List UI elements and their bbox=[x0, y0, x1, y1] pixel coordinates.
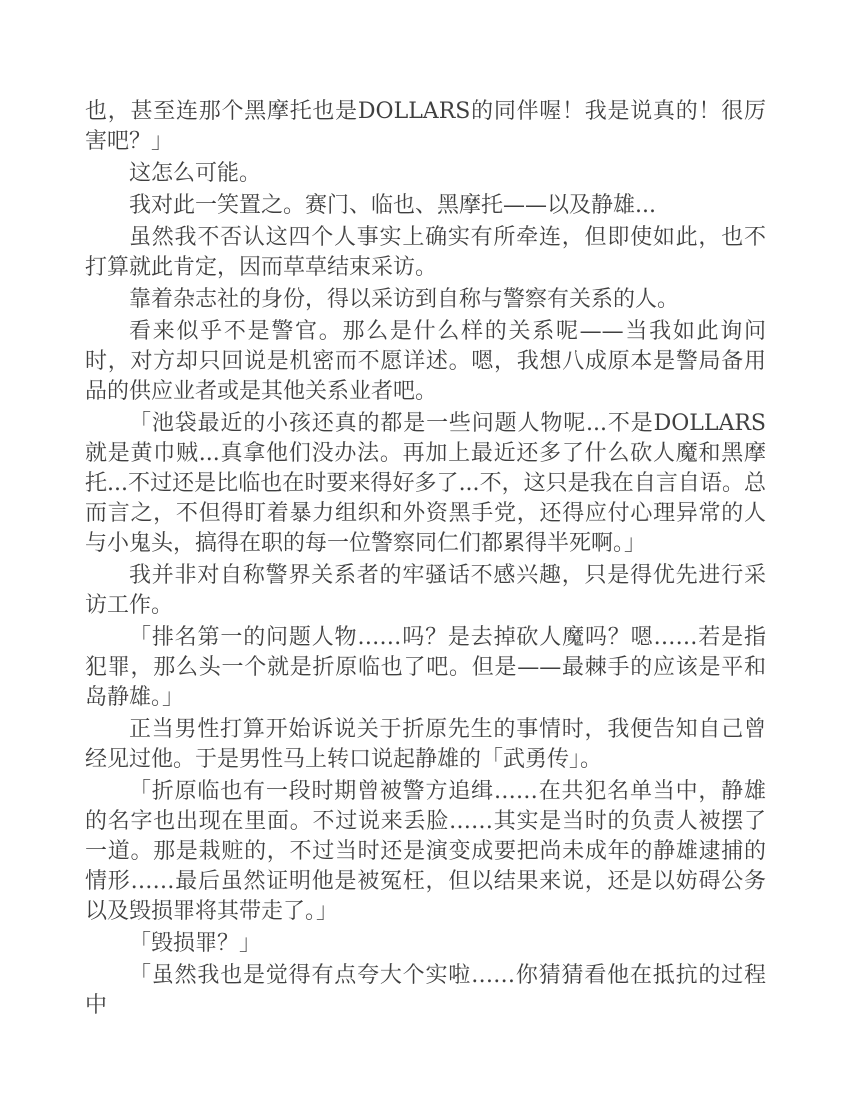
text-block bbox=[85, 97, 766, 1021]
paragraph: 靠着杂志社的身份，得以采访到自称与警察有关系的人。 bbox=[129, 287, 680, 312]
paragraph: 我并非对自称警界关系者的牢骚话不感兴趣，只是得优先进行采访工作。 bbox=[85, 563, 766, 618]
paragraph: 也，甚至连那个黑摩托也是DOLLARS的同伴喔！我是说真的！很厉害吧？」 bbox=[85, 99, 766, 154]
paragraph: 看来似乎不是警官。那么是什么样的关系呢——当我如此询问时，对方却只回说是机密而不愿详述。嗯，我想八成原本是警局备用品的供应业者或是其他关系业者吧。 bbox=[85, 319, 766, 404]
paragraph: 我对此一笑置之。赛门、临也、黑摩托——以及静雄... bbox=[129, 193, 656, 218]
paragraph: 「排名第一的问题人物……吗？是去掉砍人魔吗？嗯……若是指犯罪，那么头一个就是折原临也了吧。但是——最棘手的应该是平和岛静雄。」 bbox=[85, 625, 766, 710]
paragraph: 「毁损罪？」 bbox=[129, 931, 262, 956]
paragraph: 虽然我不否认这四个人事实上确实有所牵连，但即使如此，也不打算就此肯定，因而草草结束采访。 bbox=[85, 225, 766, 280]
paragraph: 「折原临也有一段时期曾被警方追缉……在共犯名单当中，静雄的名字也出现在里面。不过说来丢脸……其实是当时的负责人被摆了一道。那是栽赃的，不过当时还是演变成要把尚未成年的静雄逮捕的情形……最后虽然证明他是被冤枉，但以结果来说，还是以妨碍公务以及毁损罪将其带走了。」 bbox=[85, 779, 766, 924]
paragraph: 「池袋最近的小孩还真的都是一些问题人物呢...不是DOLLARS就是黄巾贼...真拿他们没办法。再加上最近还多了什么砍人魔和黑摩托...不过还是比临也在时要来得好多了...不，这只是我在自言自语。总而言之，不但得盯着暴力组织和外资黑手党，还得应付心理异常的人与小鬼头，搞得在职的每一位警察同仁们都累得半死啊。」 bbox=[85, 411, 766, 556]
paragraph: 「虽然我也是觉得有点夸大个实啦……你猜猜看他在抵抗的过程中 bbox=[85, 963, 766, 1018]
paragraph: 正当男性打算开始诉说关于折原先生的事情时，我便告知自己曾经见过他。于是男性马上转口说起静雄的「武勇传」。 bbox=[85, 717, 766, 772]
paragraph: 这怎么可能。 bbox=[129, 161, 262, 186]
